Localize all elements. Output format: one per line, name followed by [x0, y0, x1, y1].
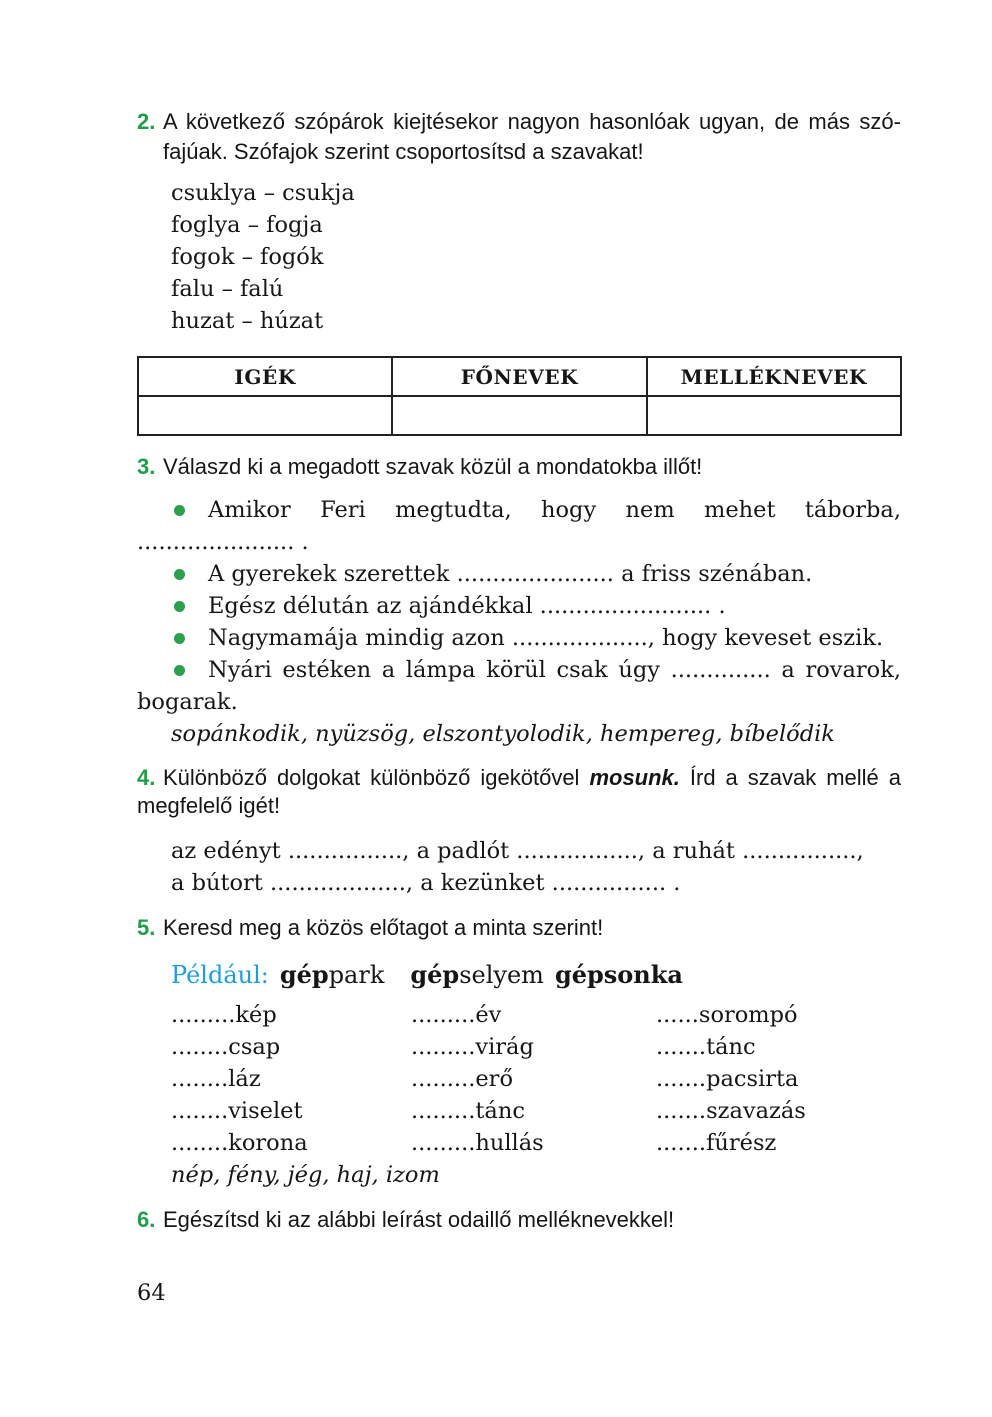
- word-bank: nép, fény, jég, haj, izom: [171, 1162, 440, 1188]
- prefix-exercise-grid: [171, 999, 891, 1191]
- grid-cell: ......sorompó: [656, 1002, 798, 1028]
- task-6-instruction: [137, 1206, 901, 1234]
- task-number: 2.: [137, 109, 156, 134]
- sentence-item: [137, 590, 901, 622]
- word-class-table: [137, 356, 902, 436]
- fill-in-line: a bútort ..................., a kezünket ................ .: [171, 870, 681, 896]
- example-word: [280, 959, 385, 991]
- fill-in-lines: [171, 835, 864, 899]
- grid-cell: .......szavazás: [656, 1098, 806, 1124]
- answer-cell: [138, 396, 392, 435]
- sentence-list: [137, 494, 901, 750]
- sentence-continuation: ...................... .: [137, 529, 309, 555]
- grid-cell: .......fűrész: [656, 1130, 777, 1156]
- example-word: [555, 959, 683, 991]
- answer-cell: [392, 396, 646, 435]
- answer-cell: [647, 396, 901, 435]
- grid-cell: .......pacsirta: [656, 1066, 799, 1092]
- instruction-text: Keresd meg a közös előtagot a minta szerint!: [163, 915, 604, 940]
- task-number: 3.: [137, 454, 156, 479]
- sentence-item: [137, 654, 901, 686]
- example-suffix: selyem: [459, 961, 544, 989]
- example-suffix: park: [328, 961, 385, 989]
- emphasized-word: mosunk.: [589, 765, 680, 790]
- fill-in-line: az edényt ................, a padlót ................., a ruhát ................,: [171, 838, 864, 864]
- instruction-text: Egészítsd ki az alábbi leírást odaillő melléknevekkel!: [163, 1207, 675, 1232]
- grid-cell: .......tánc: [656, 1034, 756, 1060]
- bullet-icon: [174, 569, 185, 580]
- sentence-text: Nyári estéken a lámpa körül csak úgy .............. a rovarok,: [208, 657, 901, 683]
- instruction-line: [137, 764, 901, 792]
- grid-cell: .........tánc: [411, 1098, 525, 1124]
- grid-cell: ........csap: [171, 1034, 281, 1060]
- grid-cell: .........erő: [411, 1066, 513, 1092]
- grid-cell: ........viselet: [171, 1098, 303, 1124]
- example-line: [171, 959, 683, 991]
- example-word: [410, 959, 544, 991]
- task-2-instruction: [137, 107, 901, 167]
- grid-cell: ........láz: [171, 1066, 261, 1092]
- bullet-icon: [174, 601, 185, 612]
- grid-row: [171, 1031, 891, 1063]
- word-pair: foglya – fogja: [171, 212, 323, 238]
- instruction-line: fajúak. Szófajok szerint csoportosítsd a szavakat!: [163, 139, 644, 164]
- bullet-icon: [174, 665, 185, 676]
- instruction-line: A következő szópárok kiejtésekor nagyon hasonlóak ugyan, de más szó-: [163, 109, 901, 134]
- word-pair: csuklya – csukja: [171, 180, 355, 206]
- instruction-text: Különböző dolgokat különböző igekötővel: [163, 765, 580, 790]
- example-prefix: gép: [410, 960, 460, 989]
- grid-row: [171, 1095, 891, 1127]
- bullet-icon: [174, 505, 185, 516]
- sentence-continuation: bogarak.: [137, 689, 238, 715]
- grid-row: [171, 1063, 891, 1095]
- grid-cell: .........hullás: [411, 1130, 544, 1156]
- task-number: 6.: [137, 1207, 156, 1232]
- grid-cell: .........virág: [411, 1034, 534, 1060]
- task-4-instruction: [137, 764, 901, 820]
- example-prefix: gép: [279, 960, 329, 989]
- word-bank: sopánkodik, nyüzsög, elszontyolodik, hempereg, bíbelődik: [171, 721, 835, 747]
- task-5-instruction: [137, 914, 901, 942]
- grid-cell: .........év: [411, 1002, 502, 1028]
- grid-cell: ........korona: [171, 1130, 308, 1156]
- example-prefix: gépsonka: [554, 960, 683, 989]
- bullet-icon: [174, 633, 185, 644]
- instruction-text: Válaszd ki a megadott szavak közül a mondatokba illőt!: [163, 454, 703, 479]
- table-header-row: [138, 357, 901, 396]
- instruction-line: megfelelő igét!: [137, 793, 281, 818]
- grid-cell: .........kép: [171, 1002, 277, 1028]
- column-header-verbs: IGÉK: [138, 357, 392, 396]
- sentence-item: [137, 622, 901, 654]
- column-header-nouns: FŐNEVEK: [392, 357, 646, 396]
- page-number: 64: [137, 1280, 166, 1306]
- grid-row: [171, 999, 891, 1031]
- word-pair: fogok – fogók: [171, 244, 324, 270]
- sentence-text: Nagymamája mindig azon ..................., hogy keveset eszik.: [208, 625, 884, 651]
- grid-row: [171, 1127, 891, 1159]
- task-number: 5.: [137, 915, 156, 940]
- instruction-text: [163, 107, 901, 167]
- sentence-text: Amikor Feri megtudta, hogy nem mehet táborba,: [208, 497, 901, 523]
- task-number: 4.: [137, 765, 156, 790]
- word-pair-list: [171, 177, 355, 337]
- sentence-text: A gyerekek szerettek ...................... a friss szénában.: [208, 561, 813, 587]
- sentence-item: [137, 494, 901, 526]
- column-header-adjectives: MELLÉKNEVEK: [647, 357, 901, 396]
- task-3-instruction: [137, 453, 901, 481]
- sentence-text: Egész délután az ajándékkal ........................ .: [208, 593, 726, 619]
- instruction-text: Írd a szavak mellé a: [689, 765, 901, 790]
- sentence-item: [137, 558, 901, 590]
- word-pair: huzat – húzat: [171, 308, 324, 334]
- word-pair: falu – falú: [171, 276, 284, 302]
- example-label: Például:: [171, 961, 269, 989]
- table-answer-row: [138, 396, 901, 435]
